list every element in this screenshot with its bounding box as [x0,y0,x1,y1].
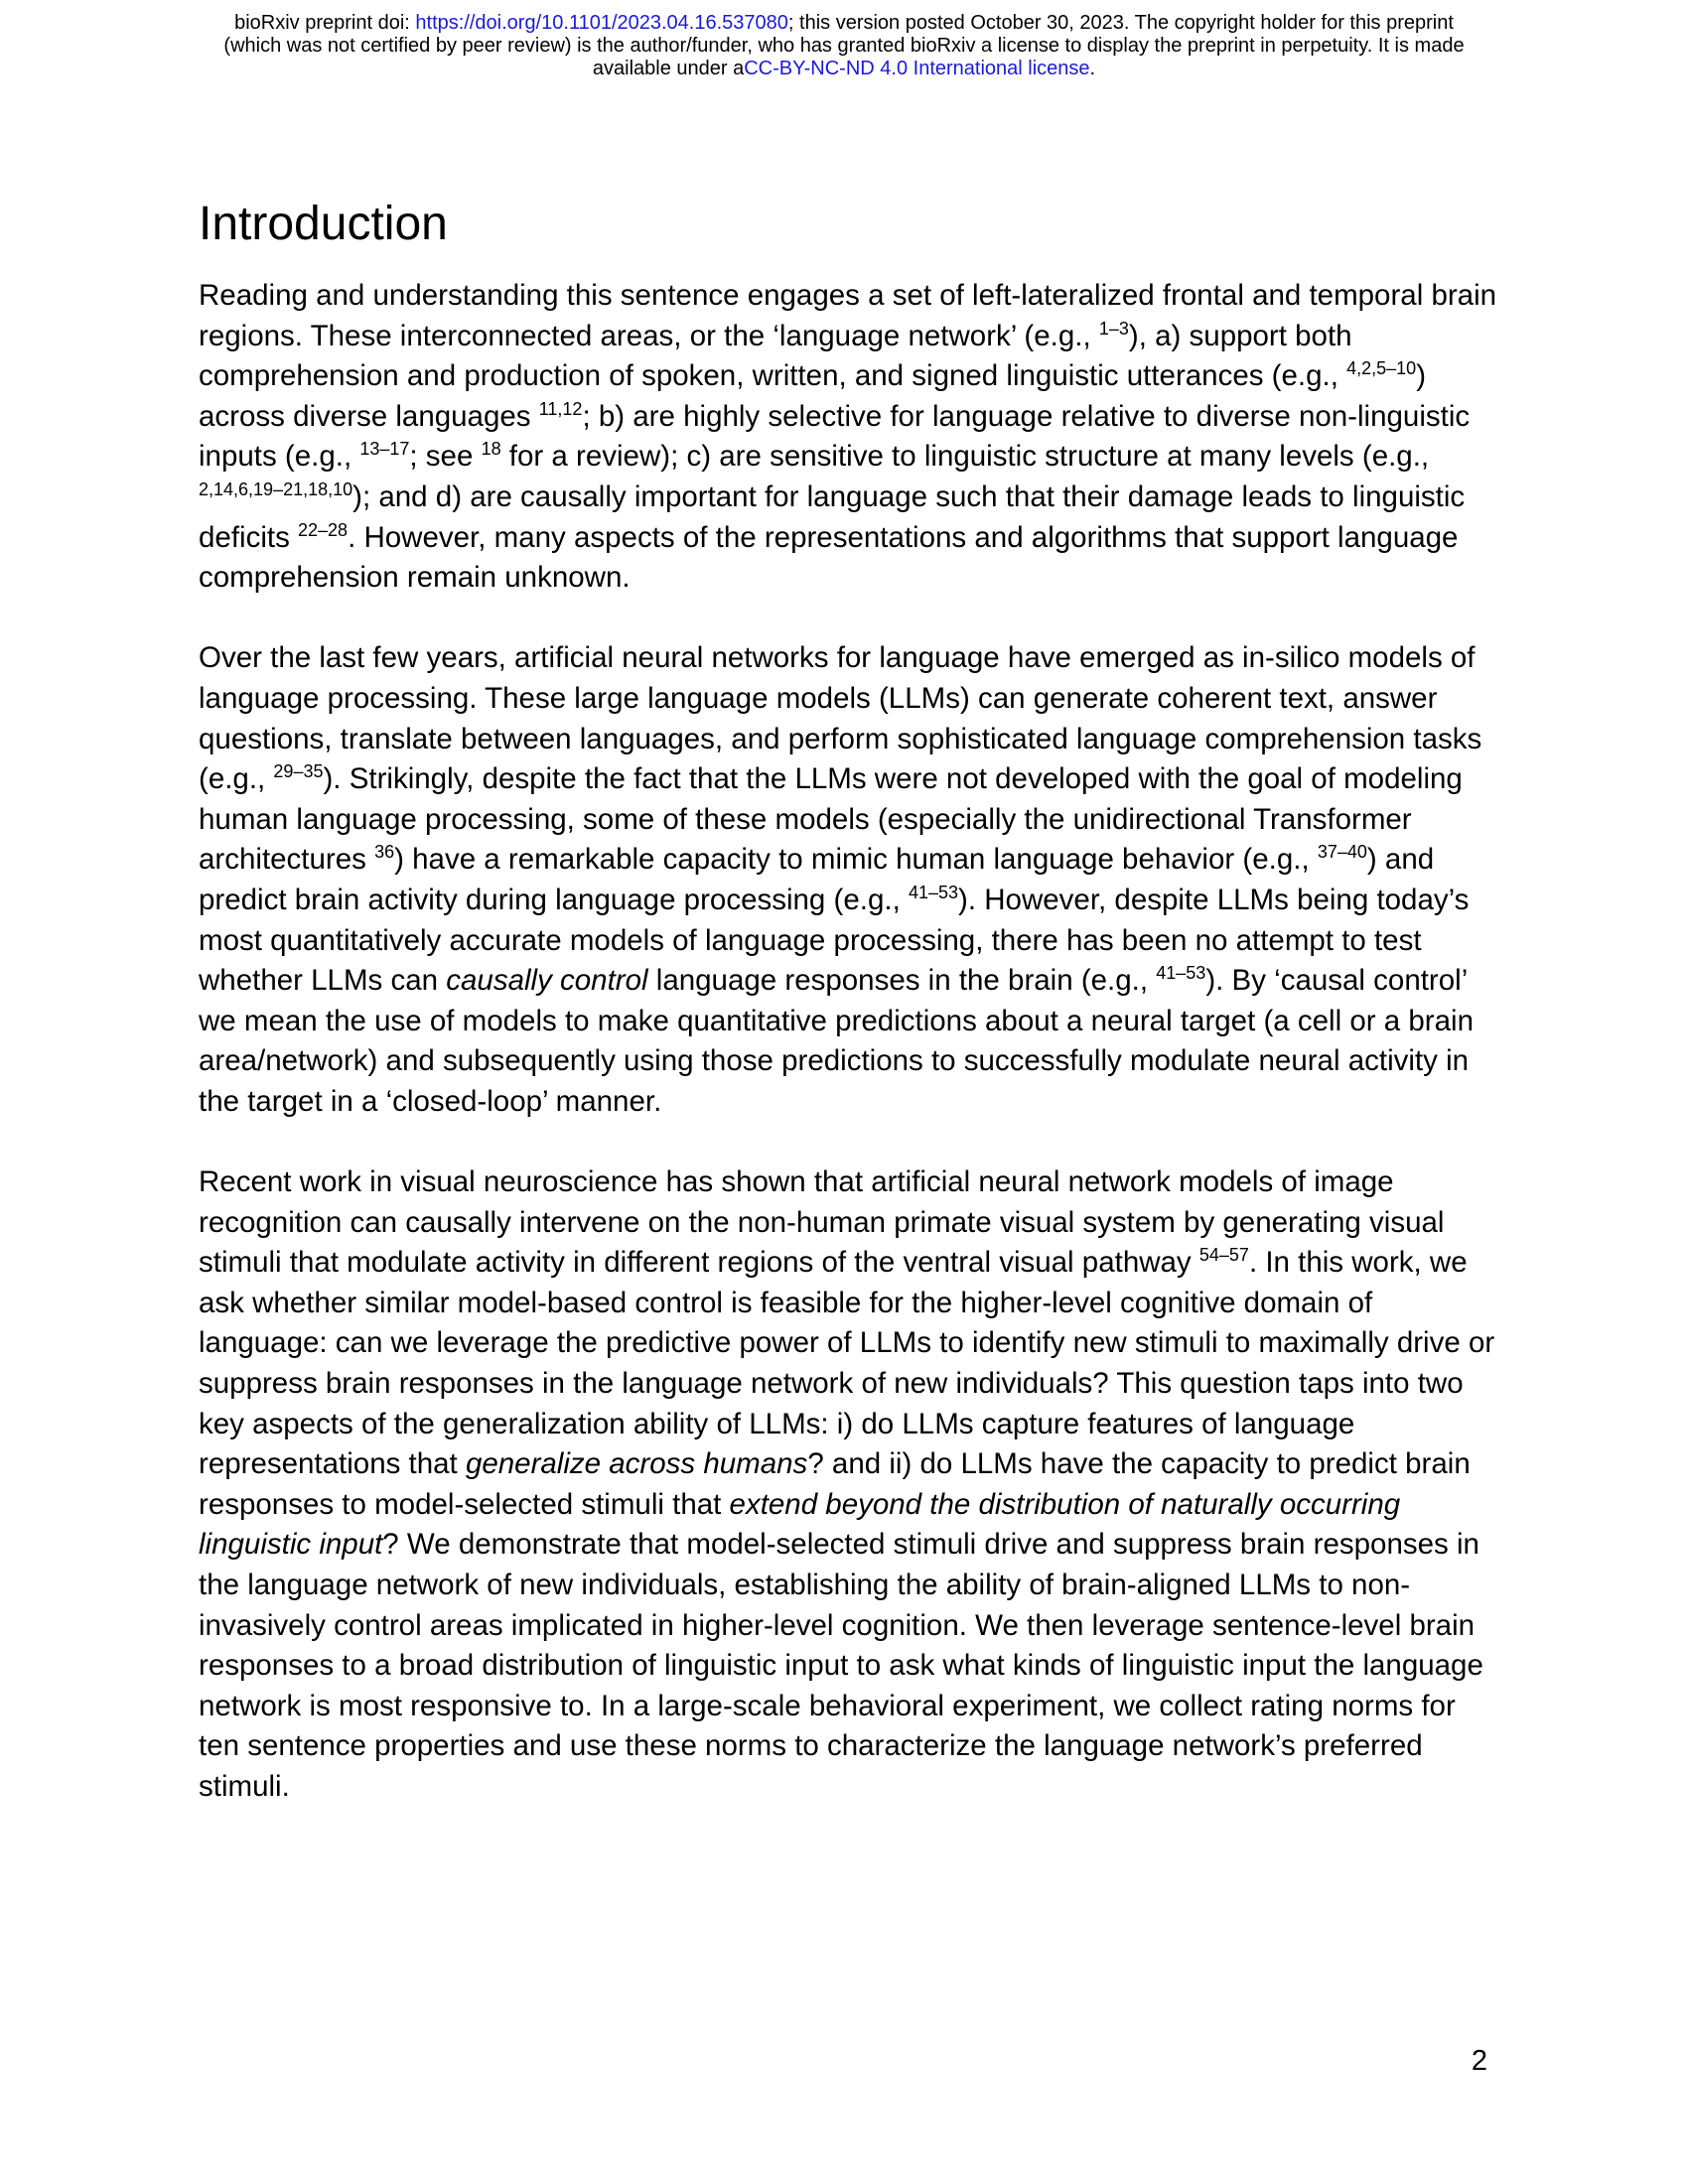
license-link[interactable]: CC-BY-NC-ND 4.0 International license [744,58,1090,79]
citation-ref: 54–57 [1198,1245,1249,1266]
text-run: ). However, despite LLMs being today’s most quantitatively accurate models of language processing, there has been no attempt to test whether LLMs can [199,883,1470,998]
citation-ref: 11,12 [538,398,583,419]
text-run: for a review); c) are sensitive to linguistic structure at many levels (e.g., [500,440,1430,474]
header-line-2: (which was not certified by peer review) is the author/funder, who has granted bioRxiv a license to display the preprint in perpetuity. It is made [223,35,1465,57]
citation-ref: 18 [481,439,501,460]
main-content [199,195,1499,1847]
text-run: Recent work in visual neuroscience has shown that artificial neural network models of image recognition can causally intervene on the non-human primate visual system by generating visual stimuli that modulate activity in different regions of the ventral visual pathway [199,1165,1445,1280]
header-doi-prefix: bioRxiv preprint doi: [234,12,416,34]
citation-ref: 22–28 [298,519,349,540]
doi-link[interactable]: https://doi.org/10.1101/2023.04.16.537080 [415,12,788,34]
header-license-suffix: . [1089,58,1096,79]
citation-ref: 41–53 [1156,963,1206,984]
citation-ref: 41–53 [908,883,959,903]
header-line-1 [99,12,1589,35]
text-run: ) across diverse languages [199,359,1427,433]
citation-ref: 37–40 [1317,842,1367,863]
emphasis-text: generalize across humans [465,1447,808,1481]
text-run: ; b) are highly selective for language relative to diverse non-linguistic inputs (e.g., [199,399,1471,474]
text-run: ) and predict brain activity during language processing (e.g., [199,843,1435,916]
header-line-3 [99,58,1589,80]
header-copyright-text: ; this version posted October 30, 2023. The copyright holder for this preprint [787,12,1454,34]
section-title: Introduction [199,198,448,250]
text-run: language responses in the brain (e.g., [647,964,1157,998]
preprint-header [99,12,1589,80]
text-run: ? We demonstrate that model-selected stimuli drive and suppress brain responses in the language network of new individuals, establishing the ability of brain-aligned LLMs to non-invasively control areas implicated in higher-level cognition. We then leverage sentence-level brain responses to a broad distribution of linguistic input to ask what kinds of linguistic input the language network is most responsive to. In a large-scale behavioral experiment, we collect rating norms for ten sentence properties and use these norms to characterize the language network’s preferred stimuli. [199,1528,1483,1803]
citation-ref: 36 [374,842,395,863]
paragraph-3 [199,1162,1499,1808]
emphasis-text: causally control [446,964,648,998]
paragraph-2 [199,638,1499,1122]
text-run: ? and ii) do LLMs have the capacity to predict brain responses to model-selected stimuli that [199,1447,1471,1521]
text-run: ). By ‘causal control’ we mean the use of models to make quantitative predictions about a neural target (a cell or a brain area/network) and subsequently using those predictions to successfully modulate neural activity in the target in a ‘closed-loop’ manner. [199,964,1474,1118]
text-run: Over the last few years, artificial neural networks for language have emerged as in-silico models of language processing. These large language models (LLMs) can generate coherent text, answer questions, translate between languages, and perform sophisticated language comprehension tasks (e.g., [199,641,1482,796]
text-run: ; see [409,440,482,474]
text-run: ) have a remarkable capacity to mimic human language behavior (e.g., [394,843,1318,877]
emphasis-text: extend beyond the distribution of naturally occurring linguistic input [199,1487,1401,1562]
text-run: . However, many aspects of the representations and algorithms that support language comprehension remain unknown. [199,520,1459,595]
citation-ref: 4,2,5–10 [1346,358,1417,379]
header-license-prefix: available under a [592,58,745,79]
citation-ref: 1–3 [1098,318,1129,339]
citation-ref: 2,14,6,19–21,18,10 [199,479,353,500]
text-run: ). Strikingly, despite the fact that the LLMs were not developed with the goal of modeling human language processing, some of these models (especially the unidirectional Transformer architectures [199,762,1463,877]
text-run: ), a) support both comprehension and production of spoken, written, and signed linguistic utterances (e.g., [199,319,1352,393]
citation-ref: 13–17 [359,439,410,460]
page-number: 2 [1471,2045,1487,2077]
paragraph-1 [199,276,1499,599]
text-run: . In this work, we ask whether similar model-based control is feasible for the higher-level cognitive domain of language: can we leverage the predictive power of LLMs to identify new stimuli to maximally drive or suppress brain responses in the language network of new individuals? This question taps into two key aspects of the generalization ability of LLMs: i) do LLMs capture features of language representations that [199,1246,1495,1481]
citation-ref: 29–35 [273,761,324,782]
text-run: ); and d) are causally important for language such that their damage leads to linguistic deficits [199,479,1466,554]
text-run: Reading and understanding this sentence engages a set of left-lateralized frontal and temporal brain regions. These interconnected areas, or the ‘language network’ (e.g., [199,279,1497,352]
